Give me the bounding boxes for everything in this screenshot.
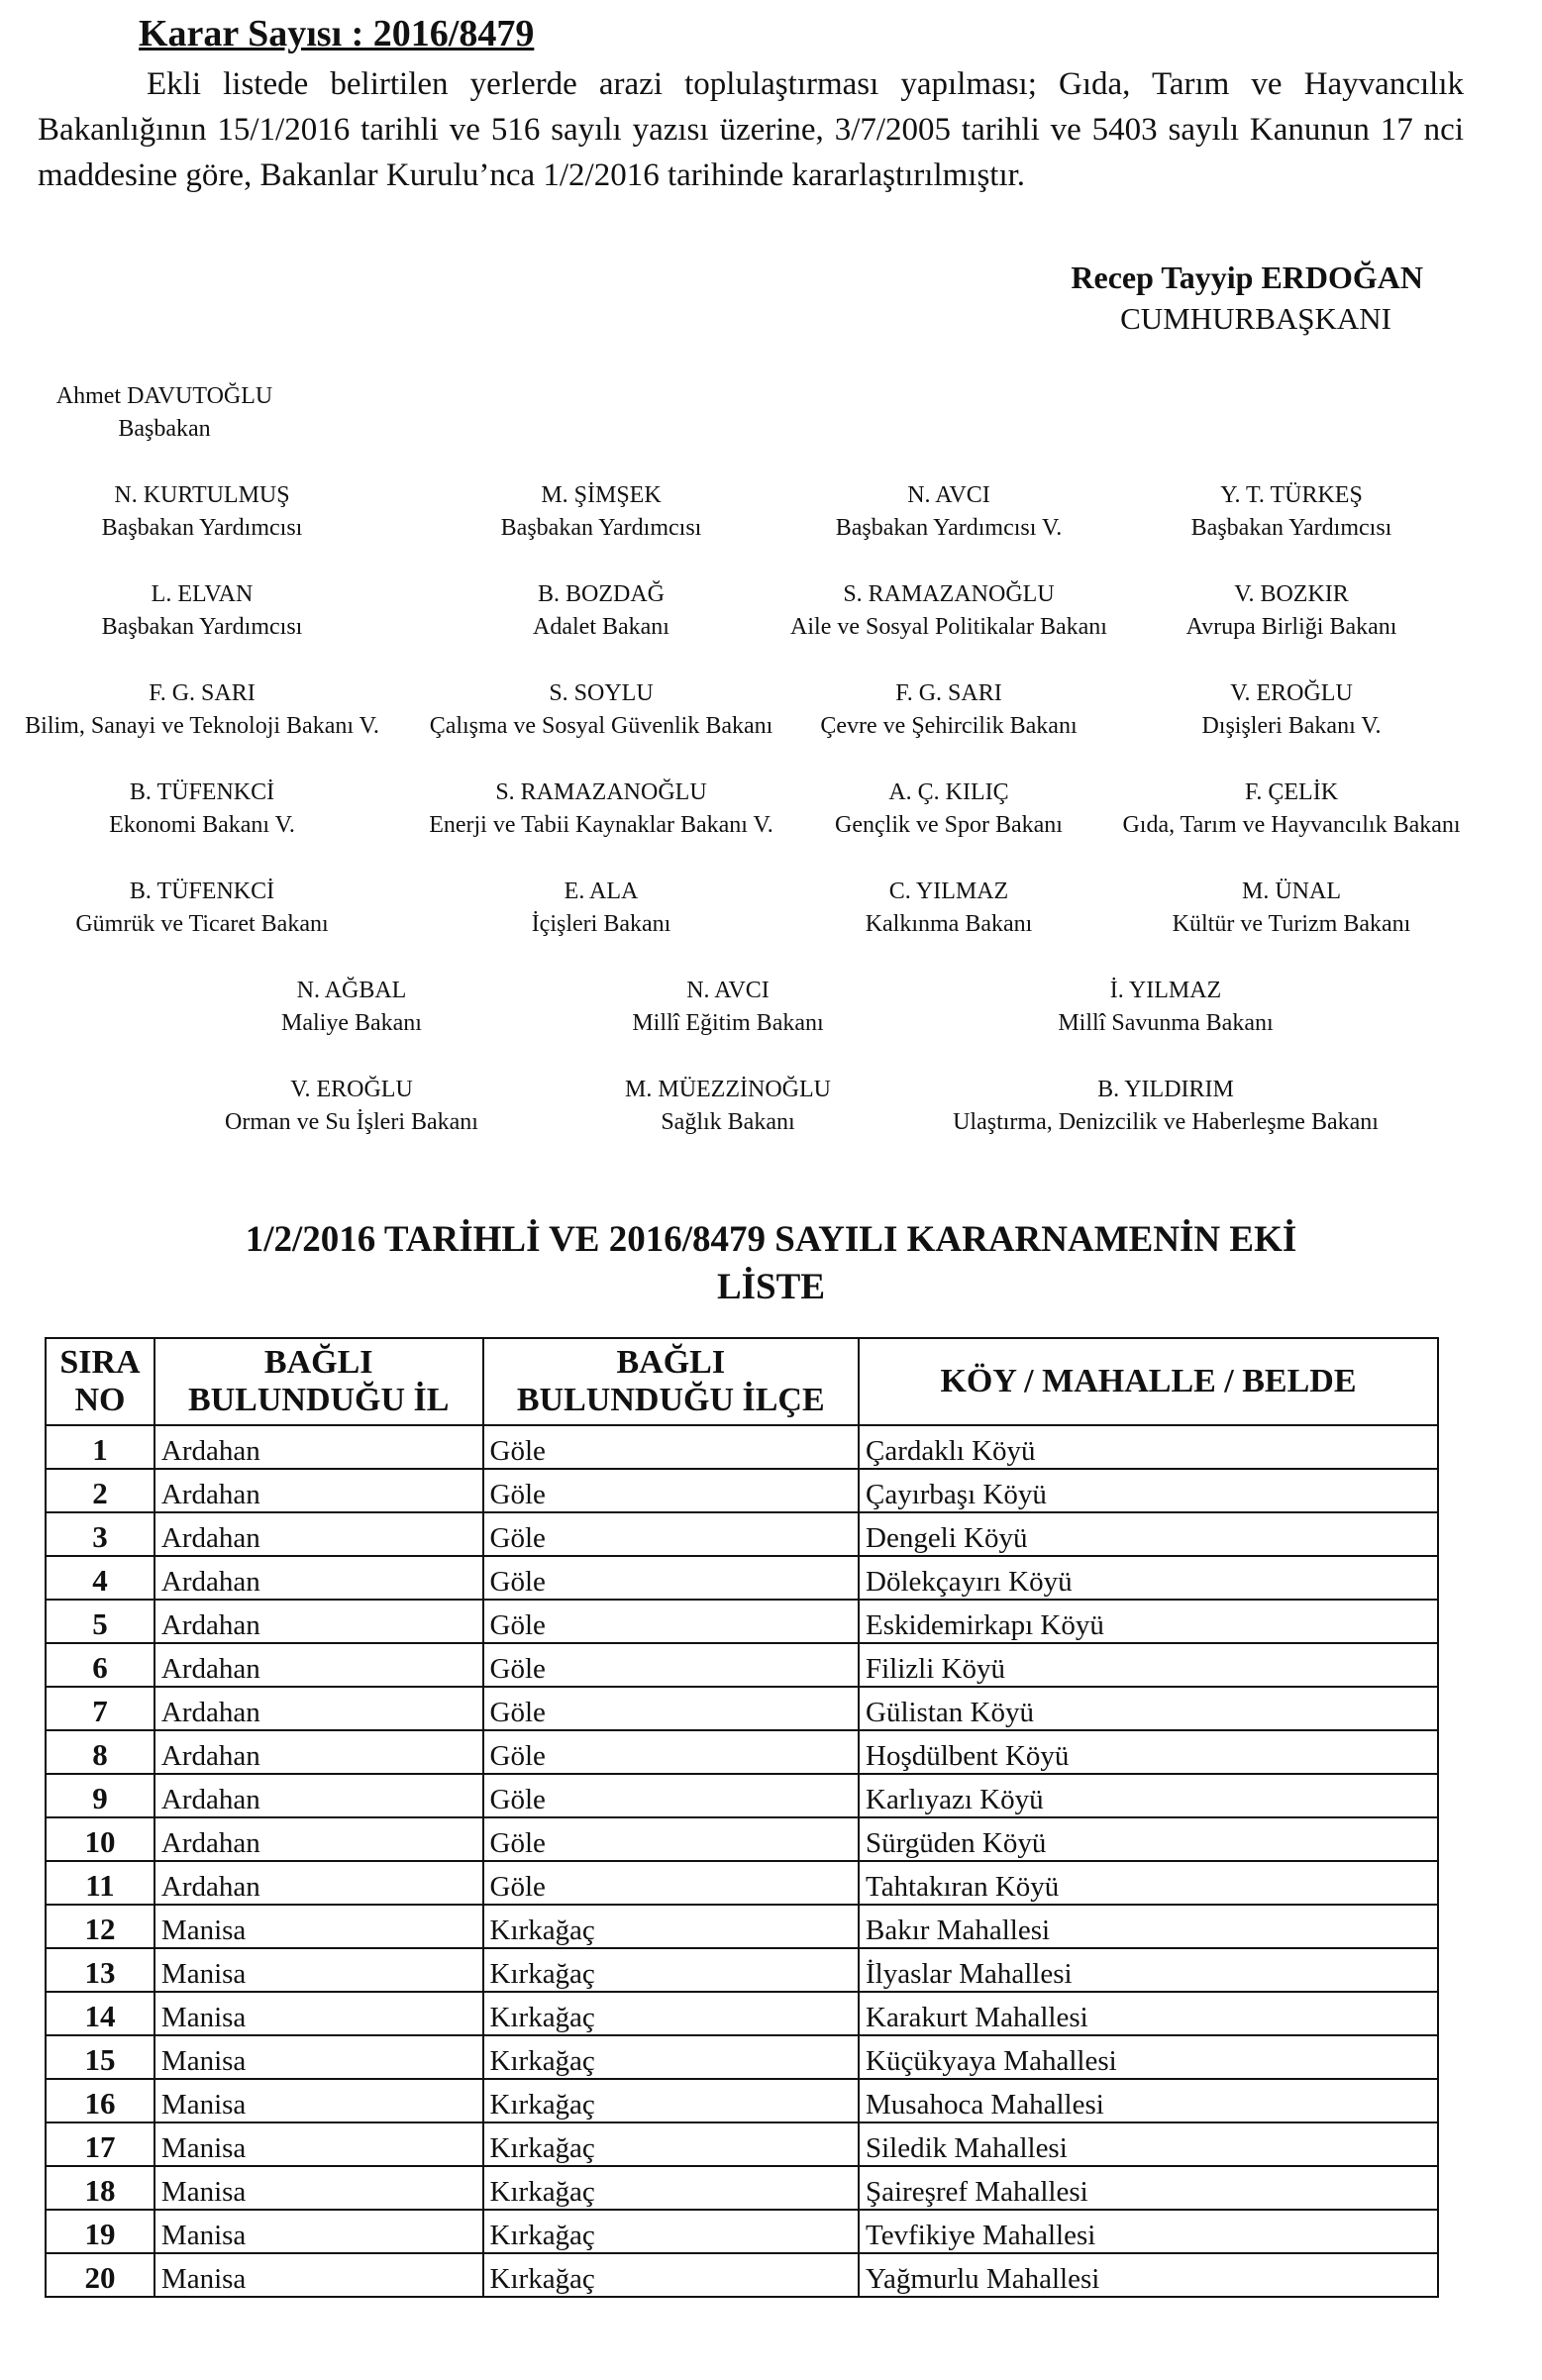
header-line: BULUNDUĞU İL [187,1382,450,1418]
list-title-line1: 1/2/2016 TARİHLİ VE 2016/8479 SAYILI KARARNAMENİN EKİ [245,1219,1297,1260]
signatory-name: S. RAMAZANOĞLU [495,779,707,805]
signatory-name: N. KURTULMUŞ [114,482,290,508]
signatory-name: E. ALA [564,879,639,904]
cell-ilce: Kırkağaç [483,2035,859,2079]
signatory [1173,876,1411,941]
signatory-title: Kalkınma Bakanı [865,911,1033,937]
cell-il: Manisa [154,2253,483,2297]
signatory-title: Başbakan Yardımcısı [1190,515,1392,541]
header-sira-no [46,1338,154,1425]
cell-sira-no: 17 [46,2122,154,2166]
signatory [281,975,422,1040]
signatory-name: İ. YILMAZ [1109,978,1222,1003]
cell-koy: Çayırbaşı Köyü [859,1469,1438,1512]
decision-body: Ekli listede belirtilen yerlerde arazi toplulaştırması yapılması; Gıda, Tarım ve Hayvancılık Bakanlığının 15/1/2016 tarihli ve 516 sayılı yazısı üzerine, 3/7/2005 tarihli ve 5403 sayılı Kanunun 17 nci maddesine göre, Bakanlar Kurulu’nca 1/2/2016 tarihinde kararlaştırılmıştır. [38,66,1464,193]
cell-sira-no: 9 [46,1774,154,1817]
cell-sira-no: 4 [46,1556,154,1600]
cell-il: Manisa [154,2079,483,2122]
signatory [532,876,671,941]
table-row [46,1774,1438,1817]
signatory-title: Ekonomi Bakanı V. [109,812,295,838]
cell-sira-no: 7 [46,1687,154,1730]
cell-ilce: Göle [483,1817,859,1861]
signatory-name: A. Ç. KILIÇ [888,779,1009,805]
decision-number: Karar Sayısı : 2016/8479 [139,13,535,54]
signatory-name: N. AVCI [907,482,990,508]
cell-sira-no: 1 [46,1425,154,1469]
signatory-title: Enerji ve Tabii Kaynaklar Bakanı V. [429,812,773,838]
cell-sira-no: 13 [46,1948,154,1992]
signatory-title: Aile ve Sosyal Politikalar Bakanı [790,614,1107,640]
signatory [1122,776,1460,842]
signatory [1186,578,1397,644]
signatory-name: M. MÜEZZİNOĞLU [625,1077,831,1102]
cell-koy: Eskidemirkapı Köyü [859,1600,1438,1643]
signatory-title: Maliye Bakanı [281,1010,422,1036]
cell-sira-no: 10 [46,1817,154,1861]
table-row [46,1992,1438,2035]
signatory-title: Sağlık Bakanı [661,1109,795,1135]
signatory-title: Başbakan Yardımcısı [101,614,303,640]
header-koy: KÖY / MAHALLE / BELDE [859,1338,1438,1425]
list-title [0,1216,1542,1311]
cell-il: Manisa [154,1905,483,1948]
signatory-title: Adalet Bakanı [533,614,669,640]
cell-koy: Bakır Mahallesi [859,1905,1438,1948]
cell-koy: Siledik Mahallesi [859,2122,1438,2166]
table-body [46,1425,1438,2297]
cell-il: Ardahan [154,1600,483,1643]
cell-ilce: Göle [483,1425,859,1469]
header-il [154,1338,483,1425]
cell-il: Manisa [154,2210,483,2253]
table-row [46,1512,1438,1556]
cell-koy: Şaireşref Mahallesi [859,2166,1438,2210]
cell-koy: Karlıyazı Köyü [859,1774,1438,1817]
cell-koy: Hoşdülbent Köyü [859,1730,1438,1774]
cell-sira-no: 8 [46,1730,154,1774]
signatory-name: M. ŞİMŞEK [541,482,662,508]
signatory-name: L. ELVAN [151,581,254,607]
cell-il: Manisa [154,1948,483,1992]
signatory-name: N. AVCI [686,978,770,1003]
signatory-title: Millî Savunma Bakanı [1058,1010,1274,1036]
table-row [46,2122,1438,2166]
cell-koy: Tevfikiye Mahallesi [859,2210,1438,2253]
cell-ilce: Kırkağaç [483,2253,859,2297]
signatory-name: M. ÜNAL [1242,879,1341,904]
table-row [46,2253,1438,2297]
table-row [46,1600,1438,1643]
signatory-title: Ulaştırma, Denizcilik ve Haberleşme Bakanı [953,1109,1379,1135]
table-row [46,1905,1438,1948]
signatory-name: B. YILDIRIM [1097,1077,1234,1102]
cell-ilce: Göle [483,1774,859,1817]
cell-ilce: Kırkağaç [483,1905,859,1948]
signatory [790,578,1107,644]
signatory-title: Gençlik ve Spor Bakanı [835,812,1063,838]
table-row [46,1469,1438,1512]
signatory-title: Başbakan [118,416,211,442]
cell-il: Ardahan [154,1730,483,1774]
cell-ilce: Kırkağaç [483,2166,859,2210]
cell-ilce: Kırkağaç [483,2122,859,2166]
cell-ilce: Göle [483,1643,859,1687]
signatory-name: V. EROĞLU [1230,680,1353,706]
table-row [46,1643,1438,1687]
signatory [109,776,295,842]
cell-koy: Tahtakıran Köyü [859,1861,1438,1905]
cell-il: Ardahan [154,1774,483,1817]
signatory-name: B. TÜFENKCİ [129,779,275,805]
table-header-row [46,1338,1438,1425]
cell-ilce: Göle [483,1469,859,1512]
signatory [225,1074,478,1139]
signatory [953,1074,1379,1139]
signatory-title: Başbakan Yardımcısı [500,515,702,541]
cell-koy: Sürgüden Köyü [859,1817,1438,1861]
signatory-title: Avrupa Birliği Bakanı [1185,614,1397,640]
signatory-name: Y. T. TÜRKEŞ [1220,482,1363,508]
signatory-name: C. YILMAZ [888,879,1009,904]
cell-il: Ardahan [154,1425,483,1469]
cell-il: Ardahan [154,1556,483,1600]
cell-il: Ardahan [154,1512,483,1556]
cell-sira-no: 14 [46,1992,154,2035]
signatory-name: F. G. SARI [149,680,256,706]
signatory [102,479,303,545]
cell-ilce: Kırkağaç [483,1948,859,1992]
signatory [102,578,303,644]
cell-sira-no: 12 [46,1905,154,1948]
signatory [632,975,823,1040]
cell-sira-no: 20 [46,2253,154,2297]
cell-ilce: Göle [483,1687,859,1730]
signatory-name: B. TÜFENKCİ [129,879,275,904]
signatory [625,1074,831,1139]
signatory [75,876,328,941]
cell-koy: Musahoca Mahallesi [859,2079,1438,2122]
list-title-line2: LİSTE [716,1267,825,1307]
signatory-title: Dışişleri Bakanı V. [1201,713,1382,739]
header-line: SIRA [59,1344,141,1381]
cell-ilce: Kırkağaç [483,2079,859,2122]
cell-ilce: Göle [483,1861,859,1905]
signatory [1191,479,1392,545]
cell-ilce: Göle [483,1556,859,1600]
signatory-name: S. RAMAZANOĞLU [843,581,1055,607]
signatory [430,677,773,743]
signatory [836,479,1062,545]
cell-ilce: Göle [483,1600,859,1643]
cell-il: Ardahan [154,1817,483,1861]
cell-sira-no: 15 [46,2035,154,2079]
cell-koy: İlyaslar Mahallesi [859,1948,1438,1992]
signatory-name: V. BOZKIR [1234,581,1349,607]
signatory-title: İçişleri Bakanı [531,911,671,937]
table-row [46,1861,1438,1905]
signatory [25,677,379,743]
table-row [46,2079,1438,2122]
table-row [46,1730,1438,1774]
signatory [866,876,1033,941]
signatory-title: Başbakan Yardımcısı V. [835,515,1063,541]
signatory [501,479,702,545]
signatory [56,380,272,446]
cell-sira-no: 2 [46,1469,154,1512]
cell-il: Manisa [154,1992,483,2035]
header-line: BULUNDUĞU İLÇE [516,1382,825,1418]
signatory [1201,677,1381,743]
cell-koy: Gülistan Köyü [859,1687,1438,1730]
signatory-name: S. SOYLU [549,680,654,706]
signatory-name: B. BOZDAĞ [537,581,666,607]
signatory-title: Çevre ve Şehircilik Bakanı [820,713,1078,739]
header-ilce [483,1338,859,1425]
signatory-title: Gıda, Tarım ve Hayvancılık Bakanı [1122,812,1461,838]
cell-ilce: Göle [483,1730,859,1774]
table-row [46,2166,1438,2210]
cell-il: Ardahan [154,1643,483,1687]
president-title: CUMHURBAŞKANI [1120,301,1391,336]
cell-koy: Dengeli Köyü [859,1512,1438,1556]
table-row [46,2210,1438,2253]
cell-sira-no: 6 [46,1643,154,1687]
cell-sira-no: 18 [46,2166,154,2210]
signatory-title: Bilim, Sanayi ve Teknoloji Bakanı V. [25,713,379,739]
signatory [429,776,773,842]
header-line: BAĞLI [616,1344,726,1381]
cell-sira-no: 3 [46,1512,154,1556]
header-line: NO [74,1382,126,1418]
land-consolidation-table [45,1337,1439,2298]
cell-il: Ardahan [154,1861,483,1905]
table-row [46,1687,1438,1730]
signatory-name: V. EROĞLU [290,1077,413,1102]
cell-il: Manisa [154,2166,483,2210]
signatory-title: Kültür ve Turizm Bakanı [1172,911,1411,937]
signatory [1058,975,1273,1040]
cell-koy: Karakurt Mahallesi [859,1992,1438,2035]
signatory [820,677,1077,743]
table-row [46,1817,1438,1861]
signatory-name: Ahmet DAVUTOĞLU [55,383,273,409]
signatory [835,776,1063,842]
president-name: Recep Tayyip ERDOĞAN [1071,259,1423,295]
table-row [46,1948,1438,1992]
cell-koy: Dölekçayırı Köyü [859,1556,1438,1600]
cell-sira-no: 5 [46,1600,154,1643]
header-line: BAĞLI [263,1344,373,1381]
signatory-name: N. AĞBAL [296,978,407,1003]
signatory-name: F. G. SARI [895,680,1002,706]
cell-ilce: Göle [483,1512,859,1556]
signatory-title: Başbakan Yardımcısı [101,515,303,541]
cell-sira-no: 11 [46,1861,154,1905]
cell-ilce: Kırkağaç [483,1992,859,2035]
cell-sira-no: 16 [46,2079,154,2122]
signatory-title: Millî Eğitim Bakanı [632,1010,824,1036]
table-row [46,1556,1438,1600]
signatory-title: Gümrük ve Ticaret Bakanı [75,911,329,937]
cell-ilce: Kırkağaç [483,2210,859,2253]
cell-koy: Küçükyaya Mahallesi [859,2035,1438,2079]
cell-il: Ardahan [154,1469,483,1512]
cell-il: Manisa [154,2035,483,2079]
signatory [533,578,669,644]
signatory-name: F. ÇELİK [1244,779,1339,805]
cell-il: Manisa [154,2122,483,2166]
table-row [46,1425,1438,1469]
cell-koy: Yağmurlu Mahallesi [859,2253,1438,2297]
table-row [46,2035,1438,2079]
cell-il: Ardahan [154,1687,483,1730]
signatory-title: Çalışma ve Sosyal Güvenlik Bakanı [429,713,773,739]
cell-koy: Çardaklı Köyü [859,1425,1438,1469]
cell-sira-no: 19 [46,2210,154,2253]
signatory-title: Orman ve Su İşleri Bakanı [225,1109,478,1135]
cell-koy: Filizli Köyü [859,1643,1438,1687]
